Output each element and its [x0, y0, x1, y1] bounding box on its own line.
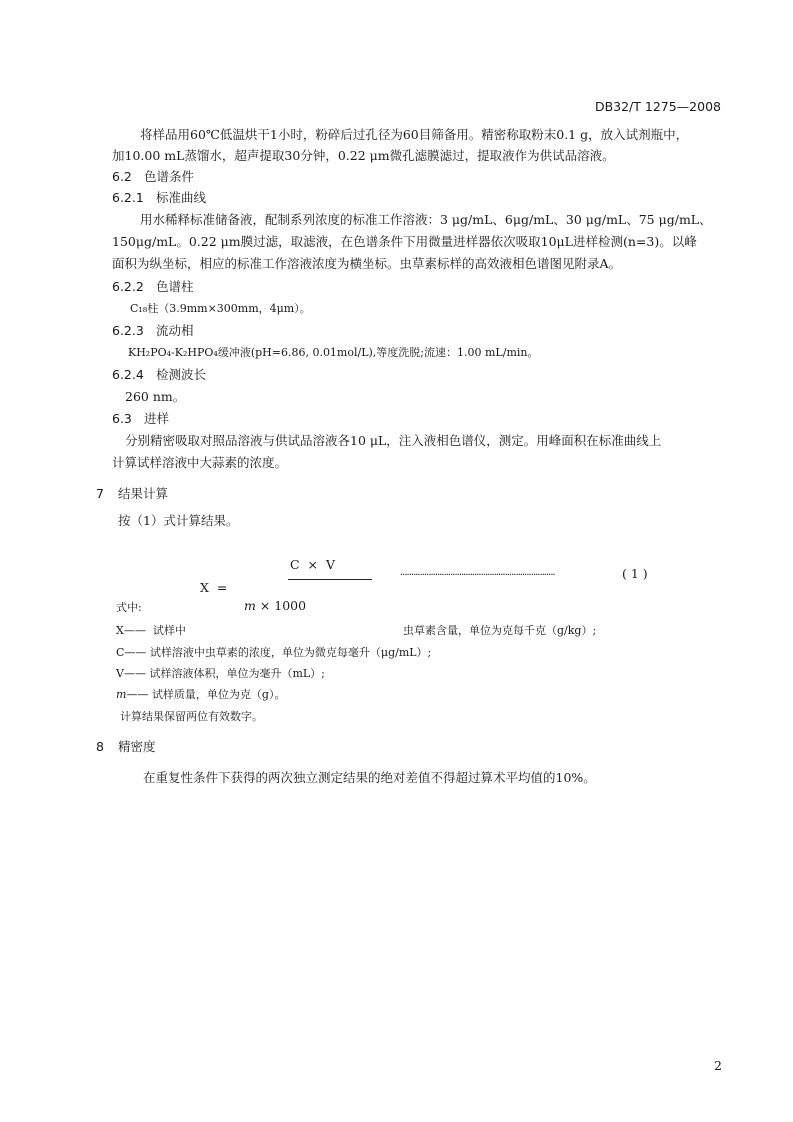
- definition-symbol: X——: [116, 624, 146, 637]
- section-heading-6-2-3: [112, 323, 194, 339]
- section-title: 标准曲线: [155, 190, 206, 205]
- section-number: 6.2.1: [112, 190, 144, 205]
- paragraph-line: 在重复性条件下获得的两次独立测定结果的绝对差值不得超过算术平均值的10%。: [143, 770, 596, 785]
- document-code: DB32/T 1275—2008: [594, 99, 721, 114]
- section-heading-8: [96, 739, 156, 755]
- page-number: 2: [714, 1058, 722, 1073]
- paragraph-line: C₁₈柱（3.9mm×300mm，4μm）。: [130, 302, 311, 315]
- definition-m: [116, 687, 285, 703]
- definition-symbol: m——: [116, 688, 149, 701]
- equation-number: ( 1 ): [622, 566, 648, 581]
- paragraph-line: 加10.00 mL蒸馏水，超声提取30分钟，0.22 μm微孔滤膜滤过，提取液作为供试品溶液。: [112, 148, 615, 163]
- section-number: 6.2.3: [112, 323, 144, 338]
- section-heading-7: [96, 486, 168, 502]
- paragraph-line: 面积为纵坐标，相应的标准工作溶液浓度为横坐标。虫草素标样的高效液相色谱图见附录A。: [112, 256, 622, 271]
- paragraph-line: KH₂PO₄-K₂HPO₄缓冲液(pH=6.86, 0.01mol/L),等度洗脱;流速：1.00 mL/min。: [128, 346, 539, 359]
- paragraph-line: 分别精密吸取对照品溶液与供试品溶液各10 μL，注入液相色谱仪，测定。用峰面积在标准曲线上: [125, 433, 662, 448]
- formula-denominator: [244, 598, 306, 614]
- section-heading-6-2: [112, 169, 194, 185]
- formula-lhs: X =: [200, 580, 228, 595]
- definition-text: 试样质量，单位为克（g）。: [151, 688, 286, 701]
- definition-text: 试样中: [152, 624, 186, 637]
- section-number: 6.3: [112, 411, 132, 426]
- definition-text: 试样溶液中虫草素的浓度，单位为微克每毫升（μg/mL）;: [149, 646, 432, 659]
- section-number: 8: [96, 739, 104, 754]
- section-heading-6-3: [112, 411, 169, 427]
- denominator-rest: × 1000: [255, 598, 307, 613]
- section-title: 结果计算: [118, 486, 169, 501]
- definition-c: [116, 645, 431, 661]
- section-title: 检测波长: [155, 367, 206, 382]
- paragraph-line: 150μg/mL。0.22 μm膜过滤，取滤液，在色谱条件下用微量进样器依次吸取10μL进样检测(n=3)。以峰: [112, 234, 697, 249]
- formula-numerator: C × V: [290, 557, 338, 572]
- definition-x-cont: 虫草素含量，单位为克每千克（g/kg）;: [403, 624, 597, 637]
- note: 计算结果保留两位有效数字。: [120, 710, 263, 723]
- denominator-variable: m: [244, 598, 256, 613]
- section-heading-6-2-2: [112, 279, 194, 295]
- section-title: 色谱柱: [155, 279, 194, 294]
- definition-x: [116, 623, 186, 639]
- paragraph-line: 将样品用60℃低温烘干1小时，粉碎后过孔径为60目筛备用。精密称取粉末0.1 g，放入试剂瓶中，: [140, 127, 689, 142]
- where-label: 式中:: [116, 601, 142, 614]
- section-number: 6.2: [112, 169, 132, 184]
- section-title: 精密度: [118, 739, 156, 754]
- section-heading-6-2-1: [112, 190, 206, 206]
- formula-dots: ·······································································: [400, 570, 555, 581]
- definition-v: [116, 666, 325, 682]
- section-number: 6.2.4: [112, 367, 144, 382]
- section-title: 进样: [143, 411, 169, 426]
- section-number: 6.2.2: [112, 279, 144, 294]
- paragraph-line: 260 nm。: [125, 389, 186, 404]
- section-title: 流动相: [155, 323, 194, 338]
- paragraph-line: 按（1）式计算结果。: [118, 513, 239, 528]
- section-number: 7: [96, 486, 104, 501]
- section-heading-6-2-4: [112, 367, 206, 383]
- paragraph-line: 计算试样溶液中大蒜素的浓度。: [112, 455, 288, 470]
- section-title: 色谱条件: [143, 169, 194, 184]
- definition-symbol: V——: [116, 667, 146, 680]
- definition-text: 试样溶液体积，单位为毫升（mL）;: [149, 667, 325, 680]
- paragraph-line: 用水稀释标准储备液，配制系列浓度的标准工作溶液：3 μg/mL、6μg/mL、30 μg/mL、75 μg/mL、: [140, 212, 712, 227]
- fraction-line: [288, 579, 372, 580]
- definition-symbol: C——: [116, 646, 147, 659]
